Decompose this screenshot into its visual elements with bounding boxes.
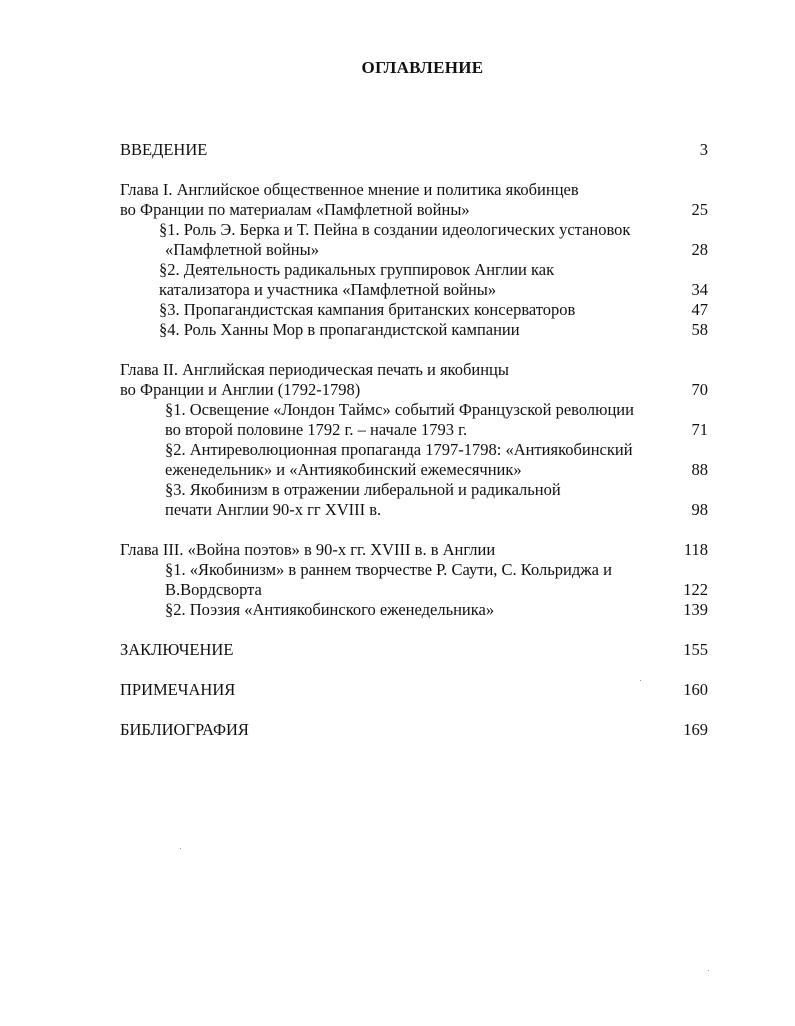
scan-speck	[640, 680, 641, 681]
toc-page-number: 70	[691, 380, 708, 399]
toc-entry-chapter-3-section-1[interactable]	[120, 560, 708, 600]
toc-page-number: 122	[683, 580, 708, 599]
toc-entry-bibliography[interactable]	[120, 720, 708, 740]
toc-entry-label: §4. Роль Ханны Мор в пропагандистской кампании	[159, 320, 520, 339]
toc-entry-label: §1. «Якобинизм» в раннем творчестве Р. Саути, С. Кольриджа и	[165, 560, 612, 579]
toc-entry-chapter-1[interactable]	[120, 180, 708, 220]
toc-entry-label: §2. Деятельность радикальных группировок Англии как	[159, 260, 555, 279]
toc-entry-label: ЗАКЛЮЧЕНИЕ	[120, 640, 234, 659]
toc-page-number: 3	[699, 140, 708, 159]
scan-speck	[708, 970, 709, 971]
toc-entry-label: §2. Антиреволюционная пропаганда 1797-1798: «Антиякобинский	[165, 440, 633, 459]
toc-entry-label: во Франции и Англии (1792-1798)	[120, 380, 361, 399]
toc-page-number: 160	[683, 680, 708, 699]
toc-entry-label: Глава II. Английская периодическая печать и якобинцы	[120, 360, 509, 379]
toc-entry-label: ПРИМЕЧАНИЯ	[120, 680, 236, 699]
toc-page-number: 34	[691, 280, 708, 299]
toc-page-number: 25	[691, 200, 708, 219]
toc-entry-label: Глава I. Английское общественное мнение и политика якобинцев	[120, 180, 579, 199]
toc-page-number: 58	[691, 320, 708, 339]
toc-entry-label: во второй половине 1792 г. – начале 1793 г.	[165, 420, 468, 439]
toc-entry-chapter-3-section-2[interactable]	[120, 600, 708, 620]
toc-entry-label: катализатора и участника «Памфлетной войны»	[159, 280, 497, 299]
toc-entry-label: Глава III. «Война поэтов» в 90-х гг. XVIII в. в Англии	[120, 540, 496, 559]
toc-entry-chapter-1-section-1[interactable]	[120, 220, 708, 260]
toc-page-number: 155	[683, 640, 708, 659]
scan-speck	[180, 848, 181, 849]
toc-entry-label: §3. Пропагандистская кампания британских консерваторов	[159, 300, 576, 319]
toc-entry-chapter-3[interactable]	[120, 540, 708, 560]
toc-page-number: 98	[691, 500, 708, 519]
toc-entry-chapter-2[interactable]	[120, 360, 708, 400]
toc-page-number: 28	[691, 240, 708, 259]
toc-entry-label: §2. Поэзия «Антиякобинского еженедельника»	[165, 600, 495, 619]
toc-entry-chapter-1-section-4[interactable]	[120, 320, 708, 340]
toc-entry-label: во Франции по материалам «Памфлетной войны»	[120, 200, 470, 219]
toc-entry-conclusion[interactable]	[120, 640, 708, 660]
toc-entry-label: «Памфлетной войны»	[165, 240, 319, 259]
toc-entry-notes[interactable]	[120, 680, 708, 700]
toc-entry-chapter-1-section-2[interactable]	[120, 260, 708, 300]
toc-entry-chapter-2-section-2[interactable]	[120, 440, 708, 480]
toc-entry-intro[interactable]	[120, 140, 708, 160]
toc-entry-label: печати Англии 90-х гг XVIII в.	[165, 500, 382, 519]
toc-entry-label: §1. Освещение «Лондон Таймс» событий Французской революции	[165, 400, 634, 419]
toc-page-number: 118	[683, 540, 708, 559]
toc-entry-label: В.Вордсворта	[165, 580, 262, 599]
toc-entry-label: §1. Роль Э. Берка и Т. Пейна в создании идеологических установок	[159, 220, 631, 239]
toc-page-number: 71	[691, 420, 708, 439]
toc-entry-label: еженедельник» и «Антиякобинский ежемесячник»	[165, 460, 522, 479]
page-title: ОГЛАВЛЕНИЕ	[361, 58, 484, 77]
toc-entry-chapter-2-section-3[interactable]	[120, 480, 708, 520]
toc-page-number: 47	[691, 300, 708, 319]
toc-page-number: 139	[683, 600, 708, 619]
toc-entry-label: ВВЕДЕНИЕ	[120, 140, 208, 159]
toc-page-number: 88	[691, 460, 708, 479]
toc-entry-chapter-1-section-3[interactable]	[120, 300, 708, 320]
toc-entry-chapter-2-section-1[interactable]	[120, 400, 708, 440]
toc-entry-label: §3. Якобинизм в отражении либеральной и радикальной	[165, 480, 561, 499]
toc-page-number: 169	[683, 720, 708, 739]
toc-entry-label: БИБЛИОГРАФИЯ	[120, 720, 249, 739]
